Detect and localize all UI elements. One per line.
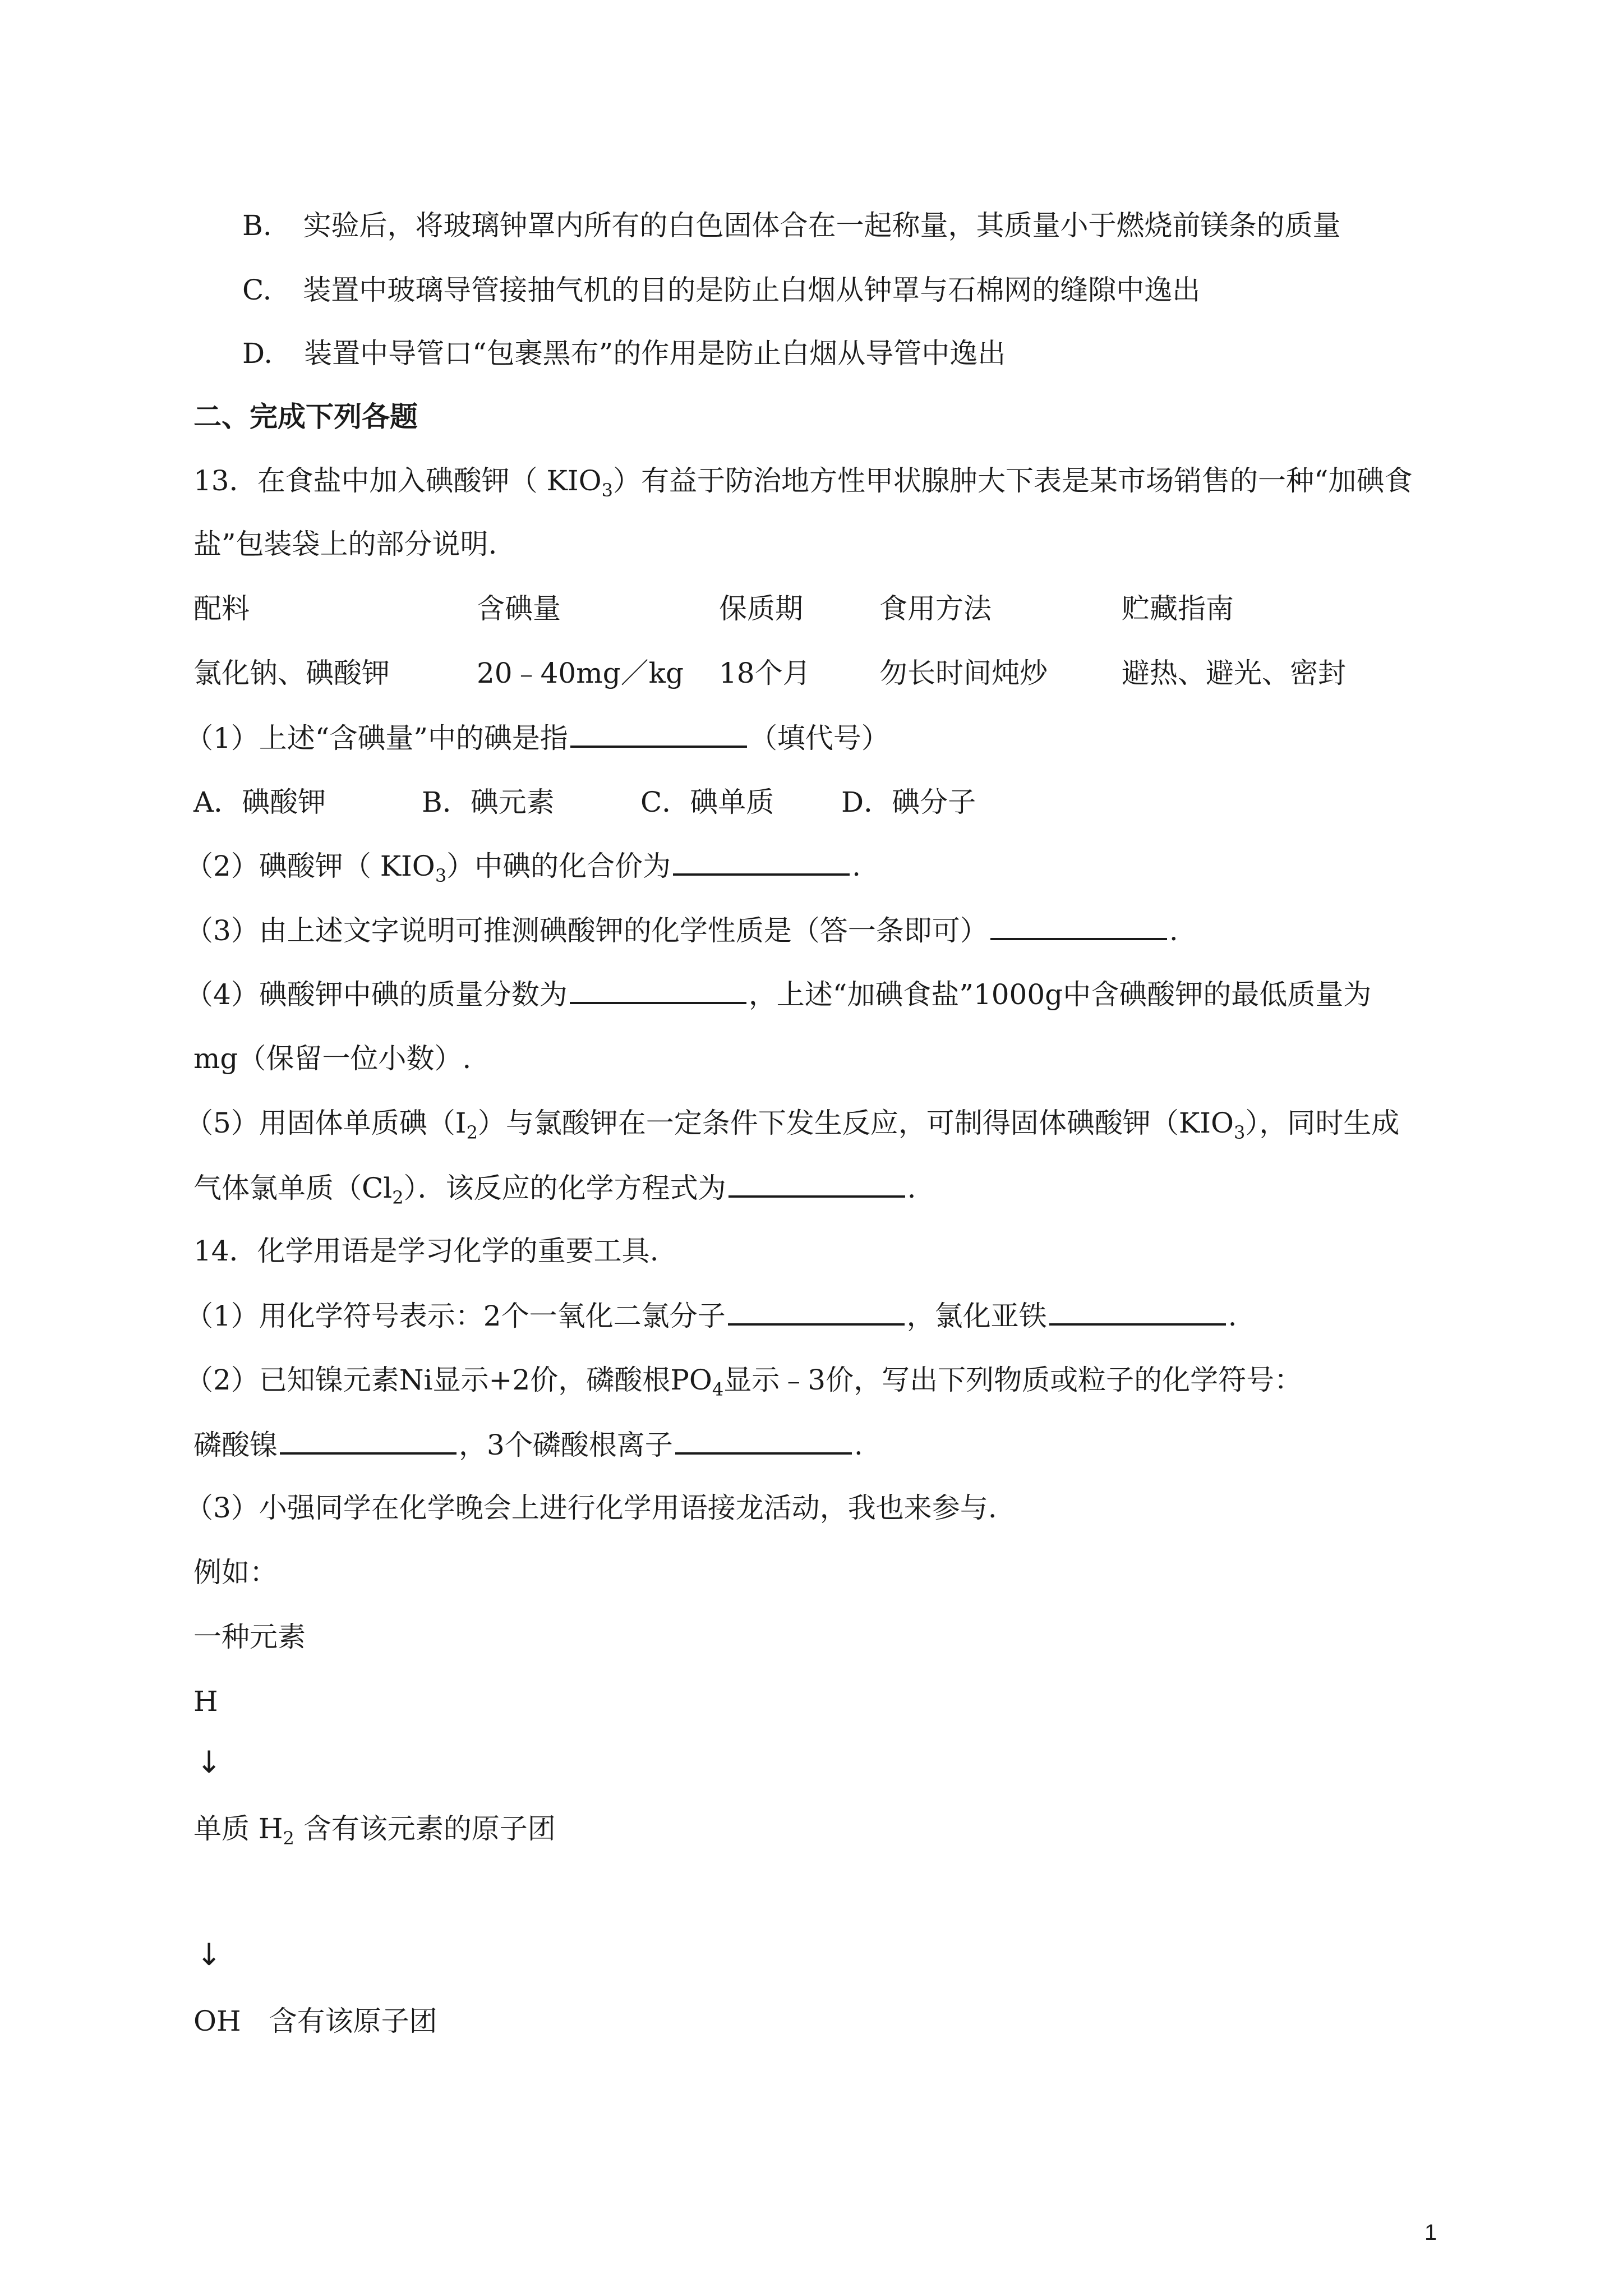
arrow-down-icon: ↓ xyxy=(196,1745,222,1780)
q14-part1: （1）用化学符号表示：2个一氧化二氯分子 ，氯化亚铁 . xyxy=(185,1300,1237,1332)
chain-atomic-group: OH 含有该原子团 xyxy=(193,2005,437,2037)
choice-a: A．碘酸钾 xyxy=(193,786,326,818)
table-header-ingredients: 配料 xyxy=(193,592,250,625)
choice-b: B．碘元素 xyxy=(422,786,555,818)
q14-intro: 14．化学用语是学习化学的重要工具. xyxy=(193,1235,659,1267)
q13-part5: （5）用固体单质碘$(I_2)$与氯酸钾在一定条件下发生反应，可制得固体碘酸钾$(KIO_3)$，同时生成 xyxy=(185,1107,1400,1143)
chain-element: H xyxy=(193,1685,218,1718)
table-header-shelf-life: 保质期 xyxy=(719,592,803,625)
table-cell-ingredients: 氯化钠、碘酸钾 xyxy=(193,657,390,689)
q13-part1: （1）上述“含碘量”中的碘是指 （填代号） xyxy=(185,722,889,754)
q13-part3: （3）由上述文字说明可推测碘酸钾的化学性质是（答一条即可） . xyxy=(185,914,1178,947)
page-number: 1 xyxy=(1424,2220,1437,2245)
table-cell-usage: 勿长时间炖炒 xyxy=(879,657,1048,689)
answer-blank[interactable] xyxy=(990,913,1167,940)
q13-part4-line2: mg（保留一位小数）. xyxy=(193,1042,472,1075)
q13-part2: （2）碘酸钾（ $KIO_3$）中碘的化合价为 . xyxy=(185,850,861,886)
q13-intro-line1: 13．在食盐中加入碘酸钾（ $KIO_3$）有益于防治地方性甲状腺肿大下表是某市场销售的一种“加碘食 xyxy=(193,464,1413,501)
option-d-label: D. xyxy=(242,337,273,370)
q14-example: 例如： xyxy=(193,1556,278,1589)
q13-part5-line2: 气体氯单质$(Cl_2)$．该反应的化学方程式为 . xyxy=(193,1172,916,1208)
table-header-usage: 食用方法 xyxy=(879,592,992,625)
table-header-iodine: 含碘量 xyxy=(477,592,561,625)
q14-part3: （3）小强同学在化学晚会上进行化学用语接龙活动，我也来参与. xyxy=(185,1492,997,1524)
choice-c: C．碘单质 xyxy=(640,786,774,818)
answer-blank[interactable] xyxy=(280,1428,457,1455)
option-b-label: B. xyxy=(242,209,272,242)
option-d xyxy=(242,337,1006,370)
answer-blank[interactable] xyxy=(570,977,746,1004)
option-d-text: 装置中导管口“包裹黑布”的作用是防止白烟从导管中逸出 xyxy=(304,337,1006,370)
option-b xyxy=(242,209,1341,242)
arrow-down-icon: ↓ xyxy=(196,1937,222,1972)
q13-intro-line2: 盐”包装袋上的部分说明. xyxy=(193,528,497,560)
table-cell-storage: 避热、避光、密封 xyxy=(1122,657,1346,689)
option-c xyxy=(242,273,1200,307)
q14-part2-line2: 磷酸镍 ，3个磷酸根离子 . xyxy=(193,1429,863,1461)
answer-blank[interactable] xyxy=(1049,1299,1226,1326)
section-title: 二、完成下列各题 xyxy=(193,401,418,433)
option-b-text: 实验后，将玻璃钟罩内所有的白色固体合在一起称量，其质量小于燃烧前镁条的质量 xyxy=(303,209,1341,242)
q14-part2: （2）已知镍元素Ni显示+2价，磷酸根$PO_4$显示﹣3价，写出下列物质或粒子的化学符号： xyxy=(185,1364,1303,1400)
choice-d: D．碘分子 xyxy=(841,786,976,818)
q13-part4: （4）碘酸钾中碘的质量分数为 ，上述“加碘食盐”1000g中含碘酸钾的最低质量为 xyxy=(185,978,1372,1011)
option-c-label: C. xyxy=(242,274,272,306)
table-cell-shelf-life: 18个月 xyxy=(719,657,811,689)
answer-blank[interactable] xyxy=(728,1171,905,1198)
chain-element-label: 一种元素 xyxy=(193,1621,306,1653)
option-c-text: 装置中玻璃导管接抽气机的目的是防止白烟从钟罩与石棉网的缝隙中逸出 xyxy=(303,274,1201,306)
table-cell-iodine: 20﹣40mg／kg xyxy=(477,657,684,689)
answer-blank[interactable] xyxy=(675,1428,852,1455)
answer-blank[interactable] xyxy=(728,1299,905,1326)
table-header-storage: 贮藏指南 xyxy=(1122,592,1234,625)
chain-simple-substance: 单质 $H_2$ 含有该元素的原子团 xyxy=(193,1812,556,1849)
answer-blank[interactable] xyxy=(673,849,850,876)
answer-blank[interactable] xyxy=(570,721,747,748)
